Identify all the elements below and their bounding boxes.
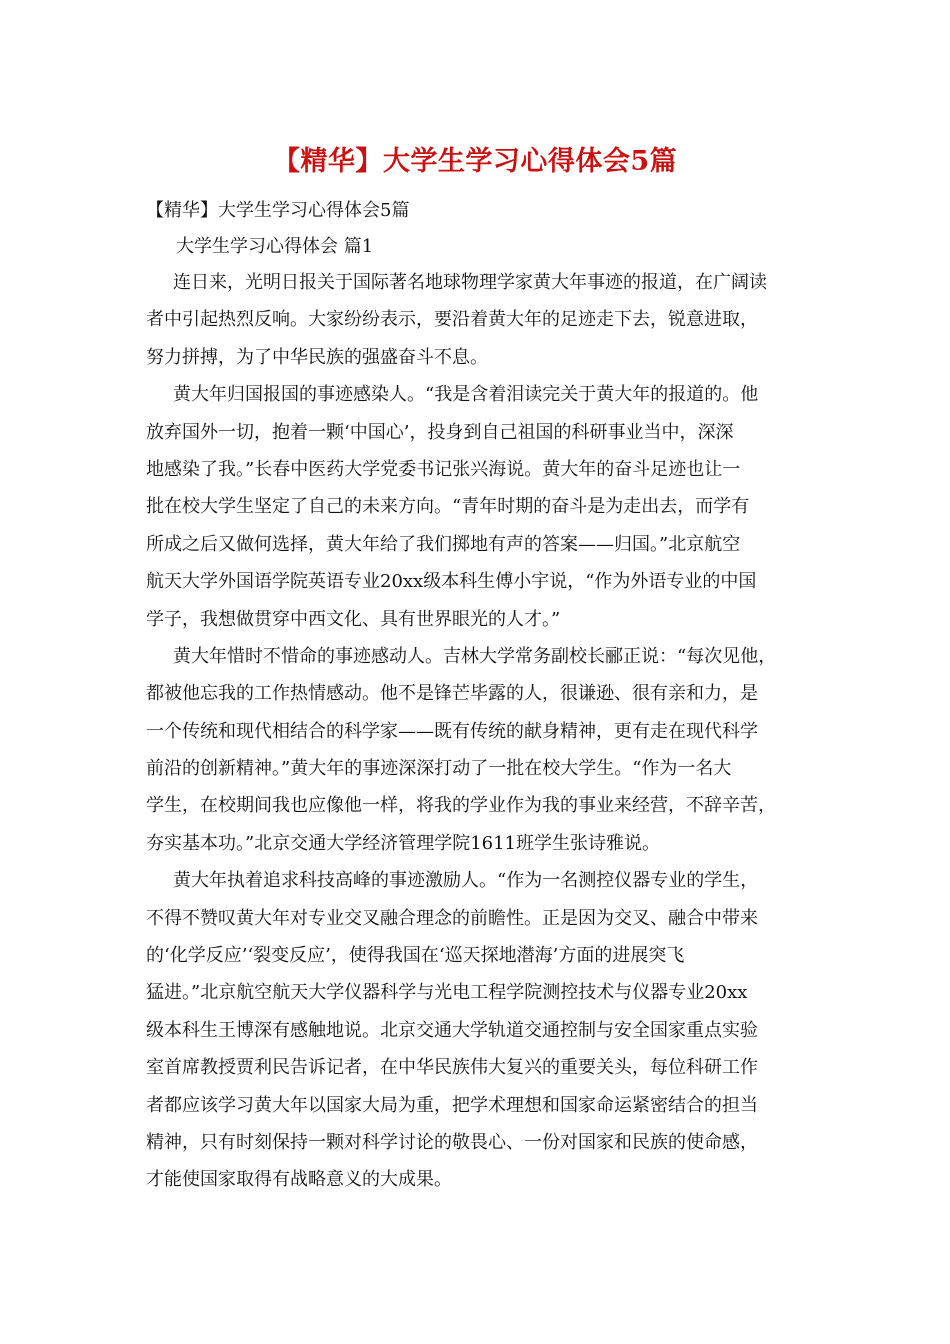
- paragraph-first-line: 连日来，光明日报关于国际著名地球物理学家黄大年事迹的报道，在广阔读: [173, 272, 767, 293]
- paragraph-first-line: 黄大年执着追求科技高峰的事迹激励人。“作为一名测控仪器专业的学生，: [173, 870, 759, 892]
- paragraph-line: 航天大学外国语学院英语专业20xx级本科生傅小宇说，“作为外语专业的中国: [146, 571, 757, 593]
- paragraph-line: 所成之后又做何选择，黄大年给了我们掷地有声的答案——归国。”北京航空: [146, 533, 741, 555]
- paragraph-line: 者中引起热烈反响。大家纷纷表示，要沿着黄大年的足迹走下去，锐意进取，: [146, 309, 758, 331]
- paragraph-first-line: 黄大年惜时不惜命的事迹感动人。吉林大学常务副校长郦正说：“每次见他，: [173, 645, 777, 667]
- paragraph-line: 前沿的创新精神。”黄大年的事迹深深打动了一批在校大学生。“作为一名大: [146, 758, 732, 780]
- paragraph-line: 努力拼搏，为了中华民族的强盛奋斗不息。: [146, 346, 488, 368]
- paragraph-first-line: 黄大年归国报国的事迹感染人。“我是含着泪读完关于黄大年的报道的。他: [173, 384, 759, 406]
- paragraph-line: 精神，只有时刻保持一颗对科学讨论的敬畏心、一份对国家和民族的使命感，: [146, 1131, 758, 1153]
- paragraph-line: 不得不赞叹黄大年对专业交叉融合理念的前瞻性。正是因为交叉、融合中带来: [146, 907, 758, 929]
- paragraph-line: 一个传统和现代相结合的科学家——既有传统的献身精神，更有走在现代科学: [146, 720, 758, 742]
- section-heading: 大学生学习心得体会 篇1: [176, 236, 374, 257]
- paragraph-line: 才能使国家取得有战略意义的大成果。: [146, 1169, 452, 1191]
- paragraph-line: 室首席教授贾利民告诉记者，在中华民族伟大复兴的重要关头，每位科研工作: [146, 1057, 758, 1079]
- paragraph-line: 的‘化学反应’‘裂变反应’，使得我国在‘巡天探地潜海’方面的进展突飞: [146, 945, 685, 967]
- paragraph-line: 放弃国外一切，抱着一颗‘中国心’，投身到自己祖国的科研事业当中，深深: [146, 421, 734, 443]
- article-body: [146, 264, 816, 1199]
- paragraph-line: 学子，我想做贯穿中西文化、具有世界眼光的人才。”: [146, 608, 561, 630]
- paragraph-line: 级本科生王博深有感触地说。北京交通大学轨道交通控制与安全国家重点实验: [146, 1019, 758, 1041]
- paragraph-line: 批在校大学生坚定了自己的未来方向。“青年时期的奋斗是为走出去，而学有: [146, 496, 750, 518]
- document-title: 【精华】大学生学习心得体会5篇: [272, 146, 678, 177]
- document-subtitle: 【精华】大学生学习心得体会5篇: [146, 200, 410, 221]
- paragraph-line: 地感染了我。”长春中医药大学党委书记张兴海说。黄大年的奋斗足迹也让一: [146, 458, 741, 480]
- paragraph-line: 都被他忘我的工作热情感动。他不是锋芒毕露的人，很谦逊、很有亲和力，是: [146, 683, 758, 705]
- paragraph-line: 夯实基本功。”北京交通大学经济管理学院1611班学生张诗雅说。: [146, 832, 661, 854]
- paragraph-line: 学生，在校期间我也应像他一样，将我的学业作为我的事业来经营，不辞辛苦，: [146, 795, 776, 817]
- paragraph-line: 猛进。”北京航空航天大学仪器科学与光电工程学院测控技术与仪器专业20xx: [146, 982, 748, 1004]
- paragraph-line: 者都应该学习黄大年以国家大局为重，把学术理想和国家命运紧密结合的担当: [146, 1094, 758, 1116]
